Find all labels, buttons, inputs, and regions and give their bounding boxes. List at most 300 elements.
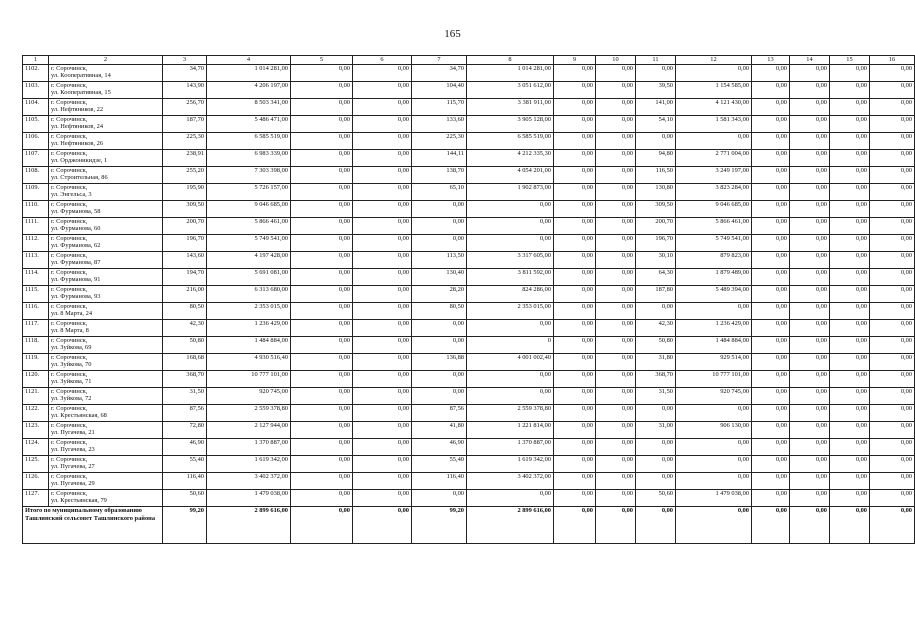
value-cell: 0,00 xyxy=(467,218,554,235)
value-cell: 0,00 xyxy=(752,167,790,184)
value-cell: 0,00 xyxy=(596,439,636,456)
address-city: г. Сорочинск, xyxy=(51,337,88,344)
address-cell xyxy=(49,218,163,235)
row-index: 1104. xyxy=(23,99,49,116)
address-city: г. Сорочинск, xyxy=(51,116,88,123)
value-cell: 6 585 519,00 xyxy=(467,133,554,150)
value-cell: 31,50 xyxy=(163,388,207,405)
value-cell: 0,00 xyxy=(830,184,870,201)
value-cell: 0,00 xyxy=(830,201,870,218)
value-cell: 0,00 xyxy=(596,184,636,201)
value-cell: 87,56 xyxy=(163,405,207,422)
table-row xyxy=(23,167,915,184)
column-number: 12 xyxy=(676,56,752,65)
value-cell: 0,00 xyxy=(554,337,596,354)
value-cell: 0,00 xyxy=(291,456,353,473)
value-cell: 5 749 541,00 xyxy=(207,235,291,252)
value-cell: 0,00 xyxy=(353,473,412,490)
value-cell: 2 559 378,80 xyxy=(467,405,554,422)
address-cell xyxy=(49,303,163,320)
value-cell: 0,00 xyxy=(752,116,790,133)
table-row xyxy=(23,201,915,218)
total-label: Итого по муниципальному образованию Ташлинский сельсовет Ташлинского района xyxy=(23,507,163,544)
value-cell: 0,00 xyxy=(353,405,412,422)
value-cell: 0,00 xyxy=(830,320,870,337)
row-index: 1103. xyxy=(23,82,49,99)
table-row xyxy=(23,235,915,252)
value-cell: 0,00 xyxy=(412,235,467,252)
value-cell: 0,00 xyxy=(870,422,915,439)
value-cell: 0,00 xyxy=(596,286,636,303)
value-cell: 0,00 xyxy=(790,218,830,235)
value-cell: 0,00 xyxy=(870,235,915,252)
value-cell: 0,00 xyxy=(752,490,790,507)
value-cell: 0,00 xyxy=(870,456,915,473)
value-cell: 55,40 xyxy=(163,456,207,473)
row-index: 1106. xyxy=(23,133,49,150)
column-number: 5 xyxy=(291,56,353,65)
value-cell: 0,00 xyxy=(830,99,870,116)
row-index: 1109. xyxy=(23,184,49,201)
value-cell: 80,50 xyxy=(412,303,467,320)
value-cell: 0,00 xyxy=(830,65,870,82)
total-value-cell: 0,00 xyxy=(353,507,412,544)
value-cell: 0,00 xyxy=(291,82,353,99)
value-cell: 0,00 xyxy=(554,235,596,252)
value-cell: 116,50 xyxy=(636,167,676,184)
value-cell: 0,00 xyxy=(636,439,676,456)
value-cell: 0,00 xyxy=(790,150,830,167)
value-cell: 200,70 xyxy=(163,218,207,235)
value-cell: 1 236 429,00 xyxy=(676,320,752,337)
value-cell: 0,00 xyxy=(554,303,596,320)
address-street: ул. Зуйкова, 71 xyxy=(51,378,92,386)
total-value-cell: 99,20 xyxy=(163,507,207,544)
value-cell: 0,00 xyxy=(554,133,596,150)
address-cell xyxy=(49,388,163,405)
table-row xyxy=(23,388,915,405)
value-cell: 309,50 xyxy=(163,201,207,218)
address-cell xyxy=(49,286,163,303)
value-cell: 0,00 xyxy=(790,320,830,337)
value-cell: 4 054 201,00 xyxy=(467,167,554,184)
address-city: г. Сорочинск, xyxy=(51,388,88,395)
value-cell: 0,00 xyxy=(291,286,353,303)
value-cell: 0,00 xyxy=(596,371,636,388)
value-cell: 0,00 xyxy=(870,405,915,422)
address-street: ул. Пугачева, 29 xyxy=(51,480,95,488)
value-cell: 1 879 489,00 xyxy=(676,269,752,286)
value-cell: 0,00 xyxy=(291,167,353,184)
value-cell: 0,00 xyxy=(596,405,636,422)
total-value-cell: 0,00 xyxy=(870,507,915,544)
row-index: 1114. xyxy=(23,269,49,286)
value-cell: 0,00 xyxy=(676,405,752,422)
address-city: г. Сорочинск, xyxy=(51,235,88,242)
total-value-cell: 0,00 xyxy=(636,507,676,544)
value-cell: 0,00 xyxy=(752,439,790,456)
value-cell: 5 866 461,00 xyxy=(207,218,291,235)
value-cell: 0,00 xyxy=(870,167,915,184)
value-cell: 0,00 xyxy=(596,337,636,354)
address-cell xyxy=(49,65,163,82)
value-cell: 3 402 372,00 xyxy=(467,473,554,490)
value-cell: 0,00 xyxy=(830,269,870,286)
value-cell: 0,00 xyxy=(870,320,915,337)
address-cell xyxy=(49,371,163,388)
address-city: г. Сорочинск, xyxy=(51,65,88,72)
table-row xyxy=(23,252,915,269)
value-cell: 0,00 xyxy=(353,201,412,218)
address-city: г. Сорочинск, xyxy=(51,269,88,276)
value-cell: 0,00 xyxy=(830,405,870,422)
value-cell: 0,00 xyxy=(353,150,412,167)
value-cell: 194,70 xyxy=(163,269,207,286)
value-cell: 879 823,00 xyxy=(676,252,752,269)
address-cell xyxy=(49,252,163,269)
address-street: ул. 8 Марта, 24 xyxy=(51,310,93,318)
value-cell: 0,00 xyxy=(596,218,636,235)
value-cell: 1 484 884,00 xyxy=(207,337,291,354)
value-cell: 0,00 xyxy=(353,388,412,405)
value-cell: 0,00 xyxy=(554,167,596,184)
value-cell: 0,00 xyxy=(636,473,676,490)
value-cell: 0,00 xyxy=(790,116,830,133)
value-cell: 0,00 xyxy=(554,286,596,303)
value-cell: 0,00 xyxy=(596,65,636,82)
row-index: 1105. xyxy=(23,116,49,133)
value-cell: 0,00 xyxy=(790,82,830,99)
value-cell: 0,00 xyxy=(752,473,790,490)
value-cell: 0,00 xyxy=(467,371,554,388)
value-cell: 65,10 xyxy=(412,184,467,201)
value-cell: 2 353 015,00 xyxy=(207,303,291,320)
value-cell: 0,00 xyxy=(830,133,870,150)
row-index: 1118. xyxy=(23,337,49,354)
value-cell: 0,00 xyxy=(353,184,412,201)
value-cell: 50,60 xyxy=(636,490,676,507)
value-cell: 115,70 xyxy=(412,99,467,116)
table-row xyxy=(23,133,915,150)
value-cell: 1 581 343,00 xyxy=(676,116,752,133)
value-cell: 0,00 xyxy=(353,269,412,286)
value-cell: 0,00 xyxy=(752,184,790,201)
value-cell: 1 014 281,00 xyxy=(207,65,291,82)
table-row xyxy=(23,354,915,371)
value-cell: 46,90 xyxy=(412,439,467,456)
address-street: ул. 8 Марта, 8 xyxy=(51,327,89,335)
value-cell: 0,00 xyxy=(870,65,915,82)
value-cell: 906 130,00 xyxy=(676,422,752,439)
value-cell: 39,50 xyxy=(636,82,676,99)
value-cell: 200,70 xyxy=(636,218,676,235)
value-cell: 0,00 xyxy=(291,337,353,354)
value-cell: 4 197 428,00 xyxy=(207,252,291,269)
value-cell: 0,00 xyxy=(554,473,596,490)
table-row xyxy=(23,337,915,354)
value-cell: 0,00 xyxy=(870,354,915,371)
value-cell: 0,00 xyxy=(752,150,790,167)
value-cell: 0,00 xyxy=(870,116,915,133)
value-cell: 0,00 xyxy=(790,371,830,388)
value-cell: 0,00 xyxy=(353,65,412,82)
value-cell: 6 983 339,00 xyxy=(207,150,291,167)
address-cell xyxy=(49,456,163,473)
value-cell: 0,00 xyxy=(636,303,676,320)
value-cell: 0,00 xyxy=(870,201,915,218)
value-cell: 3 905 128,00 xyxy=(467,116,554,133)
value-cell: 0,00 xyxy=(870,388,915,405)
value-cell: 0,00 xyxy=(353,235,412,252)
value-cell: 0,00 xyxy=(353,252,412,269)
table-row xyxy=(23,150,915,167)
value-cell: 0,00 xyxy=(291,269,353,286)
table-row xyxy=(23,371,915,388)
value-cell: 0,00 xyxy=(353,82,412,99)
value-cell: 94,80 xyxy=(636,150,676,167)
address-cell xyxy=(49,82,163,99)
value-cell: 1 370 887,00 xyxy=(207,439,291,456)
value-cell: 0,00 xyxy=(790,201,830,218)
value-cell: 4 930 516,40 xyxy=(207,354,291,371)
value-cell: 225,30 xyxy=(163,133,207,150)
value-cell: 1 221 814,00 xyxy=(467,422,554,439)
address-city: г. Сорочинск, xyxy=(51,473,88,480)
value-cell: 0,00 xyxy=(870,133,915,150)
table-row xyxy=(23,405,915,422)
value-cell: 0,00 xyxy=(870,252,915,269)
value-cell: 0,00 xyxy=(752,235,790,252)
value-cell: 0,00 xyxy=(636,133,676,150)
address-city: г. Сорочинск, xyxy=(51,490,88,497)
value-cell: 920 745,00 xyxy=(207,388,291,405)
address-cell xyxy=(49,439,163,456)
table-row xyxy=(23,218,915,235)
value-cell: 3 823 284,00 xyxy=(676,184,752,201)
value-cell: 0,00 xyxy=(596,82,636,99)
value-cell: 0,00 xyxy=(467,235,554,252)
value-cell: 0,00 xyxy=(554,184,596,201)
value-cell: 1 154 585,00 xyxy=(676,82,752,99)
value-cell: 0,00 xyxy=(752,320,790,337)
address-street: ул. Пугачева, 21 xyxy=(51,429,95,437)
value-cell: 1 370 887,00 xyxy=(467,439,554,456)
address-cell xyxy=(49,184,163,201)
value-cell: 0,00 xyxy=(554,456,596,473)
address-cell xyxy=(49,116,163,133)
value-cell: 0,00 xyxy=(291,184,353,201)
value-cell: 50,80 xyxy=(163,337,207,354)
value-cell: 1 014 281,00 xyxy=(467,65,554,82)
value-cell: 0,00 xyxy=(554,422,596,439)
value-cell: 0,00 xyxy=(554,354,596,371)
address-cell xyxy=(49,167,163,184)
column-number: 7 xyxy=(412,56,467,65)
value-cell: 0,00 xyxy=(752,286,790,303)
value-cell: 0,00 xyxy=(353,337,412,354)
value-cell: 0,00 xyxy=(353,286,412,303)
data-table xyxy=(22,55,915,544)
value-cell: 0,00 xyxy=(291,133,353,150)
value-cell: 141,00 xyxy=(636,99,676,116)
row-index: 1117. xyxy=(23,320,49,337)
address-cell xyxy=(49,269,163,286)
value-cell: 0,00 xyxy=(830,371,870,388)
address-city: г. Сорочинск, xyxy=(51,99,88,106)
value-cell: 4 121 430,00 xyxy=(676,99,752,116)
row-index: 1116. xyxy=(23,303,49,320)
address-city: г. Сорочинск, xyxy=(51,405,88,412)
address-city: г. Сорочинск, xyxy=(51,320,88,327)
value-cell: 0,00 xyxy=(790,184,830,201)
value-cell: 0,00 xyxy=(636,405,676,422)
value-cell: 0,00 xyxy=(291,65,353,82)
column-number: 3 xyxy=(163,56,207,65)
address-street: ул. Зуйкова, 72 xyxy=(51,395,92,403)
value-cell: 0,00 xyxy=(467,320,554,337)
value-cell: 195,90 xyxy=(163,184,207,201)
value-cell: 136,88 xyxy=(412,354,467,371)
value-cell: 0,00 xyxy=(752,303,790,320)
address-cell xyxy=(49,320,163,337)
value-cell: 4 212 335,30 xyxy=(467,150,554,167)
total-value-cell: 0,00 xyxy=(676,507,752,544)
value-cell: 4 001 002,40 xyxy=(467,354,554,371)
value-cell: 0,00 xyxy=(752,133,790,150)
value-cell: 113,50 xyxy=(412,252,467,269)
value-cell: 0,00 xyxy=(554,269,596,286)
address-cell xyxy=(49,133,163,150)
value-cell: 0,00 xyxy=(676,456,752,473)
value-cell: 8 503 341,00 xyxy=(207,99,291,116)
value-cell: 0,00 xyxy=(676,133,752,150)
value-cell: 0,00 xyxy=(554,82,596,99)
address-street: ул. Зуйкова, 69 xyxy=(51,344,92,352)
address-city: г. Сорочинск, xyxy=(51,184,88,191)
value-cell: 0,00 xyxy=(830,439,870,456)
row-index: 1112. xyxy=(23,235,49,252)
value-cell: 0,00 xyxy=(291,252,353,269)
value-cell: 0,00 xyxy=(830,150,870,167)
value-cell: 0,00 xyxy=(790,99,830,116)
value-cell: 0,00 xyxy=(870,99,915,116)
value-cell: 0,00 xyxy=(554,371,596,388)
value-cell: 0,00 xyxy=(412,218,467,235)
column-number: 14 xyxy=(790,56,830,65)
address-street: ул. Пугачева, 23 xyxy=(51,446,95,454)
value-cell: 0,00 xyxy=(790,422,830,439)
total-value-cell: 0,00 xyxy=(790,507,830,544)
address-city: г. Сорочинск, xyxy=(51,354,88,361)
value-cell: 196,70 xyxy=(163,235,207,252)
address-street: ул. Нефтяников, 22 xyxy=(51,106,104,114)
table-row xyxy=(23,422,915,439)
value-cell: 0,00 xyxy=(554,388,596,405)
total-value-cell: 2 899 616,00 xyxy=(207,507,291,544)
value-cell: 0,00 xyxy=(596,167,636,184)
value-cell: 0,00 xyxy=(830,456,870,473)
value-cell: 34,70 xyxy=(163,65,207,82)
value-cell: 0,00 xyxy=(291,422,353,439)
address-street: ул. Орджоникидзе, 1 xyxy=(51,157,108,165)
page-number: 165 xyxy=(444,28,461,40)
address-cell xyxy=(49,235,163,252)
value-cell: 0,00 xyxy=(790,473,830,490)
value-cell: 196,70 xyxy=(636,235,676,252)
value-cell: 0,00 xyxy=(830,218,870,235)
value-cell: 50,60 xyxy=(163,490,207,507)
value-cell: 1 484 884,00 xyxy=(676,337,752,354)
value-cell: 31,00 xyxy=(636,422,676,439)
row-index: 1121. xyxy=(23,388,49,405)
value-cell: 0,00 xyxy=(636,65,676,82)
value-cell: 0,00 xyxy=(596,201,636,218)
value-cell: 0,00 xyxy=(291,473,353,490)
total-value-cell: 0,00 xyxy=(752,507,790,544)
value-cell: 0,00 xyxy=(790,252,830,269)
value-cell: 0,00 xyxy=(676,473,752,490)
value-cell: 0,00 xyxy=(291,371,353,388)
value-cell: 0,00 xyxy=(353,167,412,184)
value-cell: 0,00 xyxy=(554,405,596,422)
value-cell: 54,10 xyxy=(636,116,676,133)
value-cell: 0,00 xyxy=(830,388,870,405)
row-index: 1122. xyxy=(23,405,49,422)
value-cell: 0,00 xyxy=(790,337,830,354)
row-index: 1120. xyxy=(23,371,49,388)
address-cell xyxy=(49,150,163,167)
value-cell: 0,00 xyxy=(752,405,790,422)
value-cell: 1 619 342,00 xyxy=(467,456,554,473)
value-cell: 824 286,00 xyxy=(467,286,554,303)
value-cell: 0,00 xyxy=(870,303,915,320)
address-street: ул. Фурманова, 87 xyxy=(51,259,101,267)
value-cell: 1 619 342,00 xyxy=(207,456,291,473)
address-street: ул. Кооперативная, 15 xyxy=(51,89,111,97)
value-cell: 0,00 xyxy=(291,218,353,235)
value-cell: 1 236 429,00 xyxy=(207,320,291,337)
row-index: 1102. xyxy=(23,65,49,82)
address-cell xyxy=(49,405,163,422)
value-cell: 0,00 xyxy=(752,201,790,218)
value-cell: 104,40 xyxy=(412,82,467,99)
value-cell: 130,40 xyxy=(412,269,467,286)
value-cell: 144,11 xyxy=(412,150,467,167)
value-cell: 0,00 xyxy=(554,116,596,133)
value-cell: 920 745,00 xyxy=(676,388,752,405)
value-cell: 9 046 685,00 xyxy=(207,201,291,218)
address-street: ул. Фурманова, 58 xyxy=(51,208,101,216)
value-cell: 0,00 xyxy=(790,388,830,405)
address-cell xyxy=(49,473,163,490)
address-street: ул. Фурманова, 62 xyxy=(51,242,101,250)
value-cell: 133,60 xyxy=(412,116,467,133)
value-cell: 4 206 197,00 xyxy=(207,82,291,99)
value-cell: 72,80 xyxy=(163,422,207,439)
total-value-cell: 2 899 616,00 xyxy=(467,507,554,544)
row-index: 1125. xyxy=(23,456,49,473)
address-city: г. Сорочинск, xyxy=(51,422,88,429)
value-cell: 0,00 xyxy=(596,422,636,439)
value-cell: 0,00 xyxy=(596,303,636,320)
value-cell: 0,00 xyxy=(790,303,830,320)
value-cell: 0,00 xyxy=(596,133,636,150)
table-row xyxy=(23,99,915,116)
value-cell: 5 749 541,00 xyxy=(676,235,752,252)
address-street: ул. Кооперативная, 14 xyxy=(51,72,111,80)
value-cell: 116,40 xyxy=(412,473,467,490)
value-cell: 0,00 xyxy=(752,99,790,116)
